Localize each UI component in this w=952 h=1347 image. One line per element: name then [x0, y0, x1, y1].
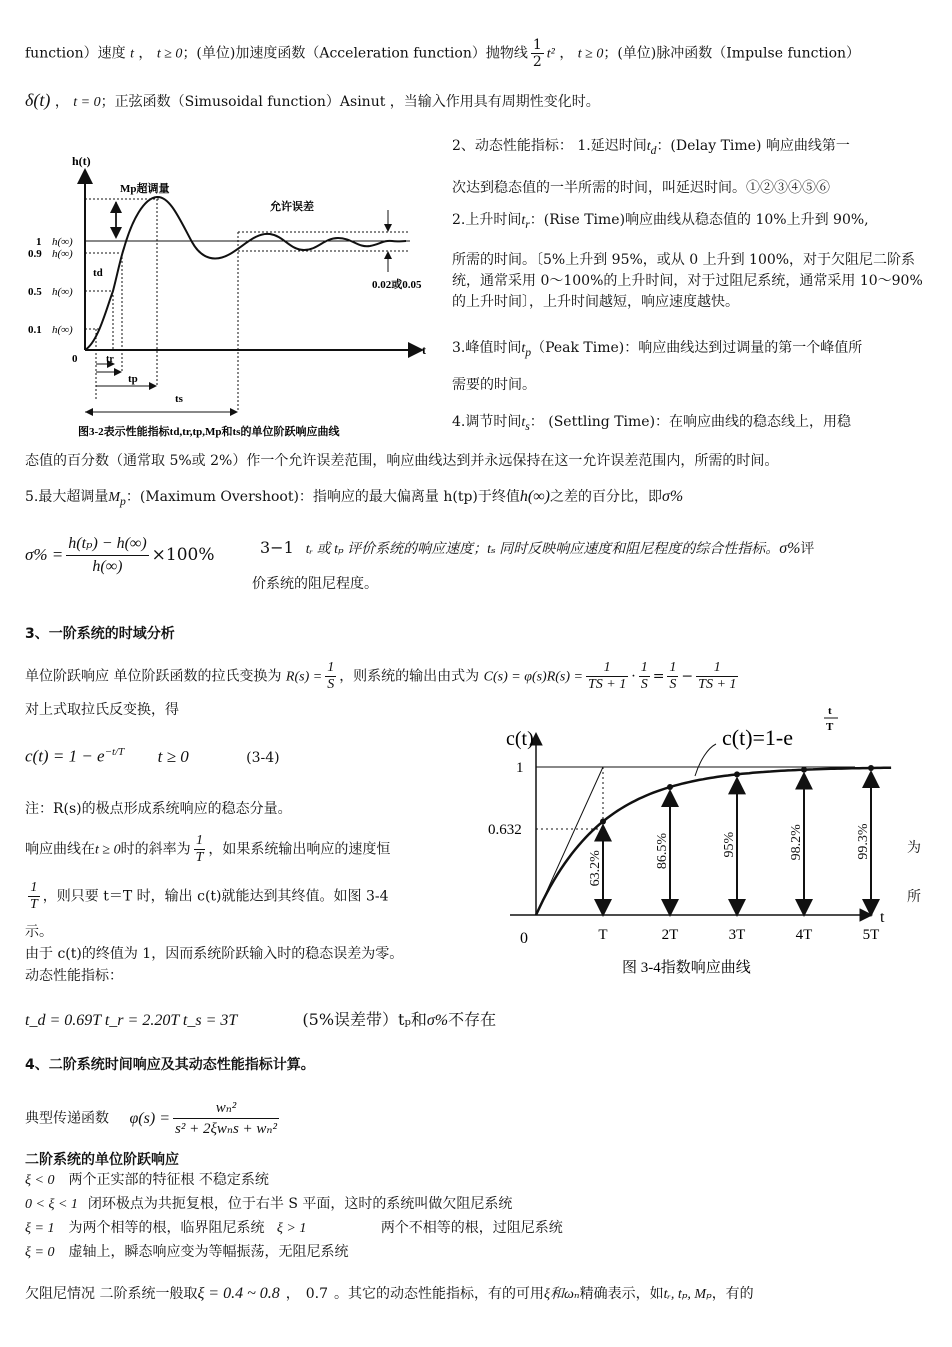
sec3-dyn: 动态性能指标：: [25, 968, 123, 984]
data-point: [734, 771, 740, 777]
x-tick-label: 4T: [795, 927, 813, 943]
formula-exp-num: t: [828, 705, 832, 717]
data-point: [600, 818, 606, 824]
y-tick-01: 0.1: [28, 324, 42, 336]
formula-exp-den: T: [826, 721, 834, 733]
sec3-l-b: $\frac{1}{T}$ ，则只要 t＝T 时，输出 c(t)就能达到其终值。如图 3-4: [30, 880, 389, 912]
percent-label: 99.3%: [856, 823, 871, 860]
math: t²: [546, 46, 555, 62]
case-2: 0 < ξ < 1 闭环极点为共扼复根，位于右半 S 平面，这时的系统叫做欠阻尼系统: [25, 1196, 513, 1212]
data-point: [801, 767, 807, 773]
math: t: [130, 46, 134, 62]
char-wei: 为: [907, 840, 921, 856]
hinf-1: h(∞): [52, 236, 73, 248]
top-line-2: [25, 90, 600, 113]
top-line-1: [25, 37, 860, 70]
x-axis-label: t: [880, 909, 885, 926]
text: ，: [559, 45, 574, 62]
x-tick-label: T: [598, 927, 608, 943]
perf-p5: 3.峰值时间$t_p(Peak$ Time)：响应曲线达到过调量的第一个峰值所: [452, 340, 863, 359]
exp-response-curve: [536, 768, 891, 915]
case-1: ξ < 0 两个正实部的特征根 不稳定系统: [25, 1172, 269, 1188]
hinf-05: h(∞): [52, 286, 73, 298]
perf-p1: 2、动态性能指标： 1.延迟时间$t_d$：(Delay Time) 响应曲线第一: [452, 138, 850, 157]
allow-error-label: 允许误差: [270, 201, 314, 213]
text: ，: [138, 45, 153, 62]
half-fraction: $\frac{1}{2}$: [532, 37, 542, 70]
text: ，: [54, 94, 69, 110]
y-tick-09: 0.9: [28, 248, 42, 260]
y-tick-1: 1: [36, 236, 42, 248]
origin-label: 0: [520, 930, 528, 947]
figure-3-4-caption: 图 3-4指数响应曲线: [622, 960, 751, 976]
y-axis-label: h(t): [72, 154, 91, 168]
percent-label: 95%: [722, 831, 737, 858]
tolerance-label: 0.02或0.05: [372, 279, 422, 291]
hinf-01: h(∞): [52, 324, 73, 336]
perf-p9: 5.最大超调量$M_p$：(Maximum Overshoot)：指响应的最大偏离量 h(tp)于终值h(∞)之差的百分比，即σ%: [25, 488, 684, 508]
tp-label: tp: [128, 373, 138, 385]
sigma-formula: σ% = $\frac{\text{h(tₚ) − h(∞)}}{h(\infty)}$ ×100%: [25, 535, 215, 575]
perf-p6: 需要的时间。: [452, 377, 536, 393]
perf-p8: 态值的百分数（通常取 5%或 2%）作一个允许误差范围，响应曲线达到并永远保持在这一允许误差范围内，所需的时间。: [25, 453, 779, 469]
text: ；正弦函数（Simusoidal function）Asinut ，当输入作用具有周期性变化时。: [100, 94, 600, 110]
data-point: [868, 765, 874, 771]
perf-p3: 2.上升时间$t_r$：(Rise Time)响应曲线从稳态值的 10%上升到 90%,: [452, 212, 869, 231]
math: δ(t): [25, 90, 51, 110]
x-tick-label: 2T: [661, 927, 679, 943]
origin-label: 0: [72, 353, 78, 365]
section-4-title: 4、二阶系统时间响应及其动态性能指标计算。: [25, 1057, 315, 1073]
formula-label: c(t)=1-e: [722, 725, 794, 750]
underdamped-line: 欠阻尼情况 二阶系统一般取ξ = 0.4 ~ 0.8 ， 0.7 。其它的动态性能指标，有的可用ξ和ωₙ精确表示，如tᵣ, tₚ, Mₚ，有的: [25, 1285, 754, 1302]
char-shi: 示。: [25, 924, 53, 940]
char-suo: 所: [907, 889, 921, 905]
math: t ≥ 0: [156, 46, 183, 62]
step-response-title: 二阶系统的单位阶跃响应: [25, 1152, 179, 1168]
td-label: td: [93, 267, 103, 279]
sigma-desc-2: 价系统的阻尼程度。: [252, 576, 378, 592]
percent-label: 98.2%: [789, 824, 804, 861]
mp-label: Mp超调量: [120, 183, 170, 195]
x-axis-label: t: [422, 343, 426, 357]
tr-label: tr: [106, 354, 114, 365]
sec3-line1: 单位阶跃响应 单位阶跃函数的拉氏变换为 R(s) = $\frac{1}{S}$ ，则系统的输出由式为 C(s) = φ(s)R(s) = $\frac{1}{TS + 1}$ · $\frac{1}{S}$ = $\frac{1}{S}$ − $\frac{1}{TS + 1}$: [25, 660, 737, 692]
percent-label: 86.5%: [655, 832, 670, 870]
math: t = 0: [73, 95, 101, 110]
figure-3-4: [480, 700, 900, 990]
data-point: [667, 784, 673, 790]
y-tick-05: 0.5: [28, 286, 42, 298]
sec3-note: 注：R(s)的极点形成系统响应的稳态分量。: [25, 801, 292, 817]
section-3-title: 3、一阶系统的时域分析: [25, 626, 175, 642]
sec3-final: 由于 c(t)的终值为 1，因而系统阶跃输入时的稳态误差为零。: [25, 946, 404, 962]
text: ；(单位)加速度函数（Acceleration function）抛物线: [182, 45, 528, 62]
perf-p4: 所需的时间。〔5%上升到 95%，或从 0 上升到 100%，对于欠阻尼二阶系统，通常采用 0～100%的上升时间，对于过阻尼系统，通常采用 10～90%的上升时间〕，上升时间越短，响应速度越快。: [452, 252, 923, 310]
y-tick-0632: 0.632: [488, 822, 522, 838]
perf-p2: 次达到稳态值的一半所需的时间，叫延迟时间。①②③④⑤⑥: [452, 180, 830, 196]
eq-ct: $c(t) = 1 - e^{-t/T}$ t ≥ 0 (3-4): [25, 746, 280, 766]
x-tick-label: 5T: [862, 927, 880, 943]
y-tick-1: 1: [516, 760, 524, 776]
math: t ≥ 0: [577, 46, 604, 62]
ts-label: ts: [175, 393, 183, 405]
text: function）速度: [25, 45, 126, 62]
sec3-line2: 对上式取拉氏反变换，得: [25, 702, 179, 718]
hinf-09: h(∞): [52, 248, 73, 260]
sigma-desc: 3−1 tᵣ 或 tₚ 评价系统的响应速度；tₛ 同时反映响应速度和阻尼程度的综合性指标。σ%评: [260, 538, 815, 557]
y-axis-label: c(t): [506, 728, 534, 750]
text: ；(单位)脉冲函数（Impulse function）: [603, 45, 861, 62]
sec3-td: t_d = 0.69T t_r = 2.20T t_s = 3T (5%误差带）tₚ和σ%不存在: [25, 1010, 497, 1029]
percent-label: 63.2%: [588, 850, 603, 887]
case-3: ξ = 1 为两个相等的根，临界阻尼系统 ξ > 1 两个不相等的根，过阻尼系统: [25, 1220, 563, 1236]
sec3-slope: 响应曲线在t ≥ 0时的斜率为 $\frac{1}{T}$ ，如果系统输出响应的速度恒: [25, 833, 391, 865]
figure-3-2: [20, 150, 440, 440]
perf-p7: 4.调节时间$t_s$： (Settling Time)：在响应曲线的稳态线上，用稳: [452, 414, 852, 433]
case-4: ξ = 0 虚轴上，瞬态响应变为等幅振荡，无阻尼系统: [25, 1244, 349, 1260]
x-tick-label: 3T: [728, 927, 746, 943]
transfer-function: 典型传递函数 φ(s) = $\frac{\text{wₙ²}}{\text{s² + 2ξwₙs + wₙ²}}$: [25, 1100, 277, 1137]
figure-3-2-caption: 图3-2表示性能指标td,tr,tp,Mp和ts的单位阶跃响应曲线: [78, 426, 340, 438]
